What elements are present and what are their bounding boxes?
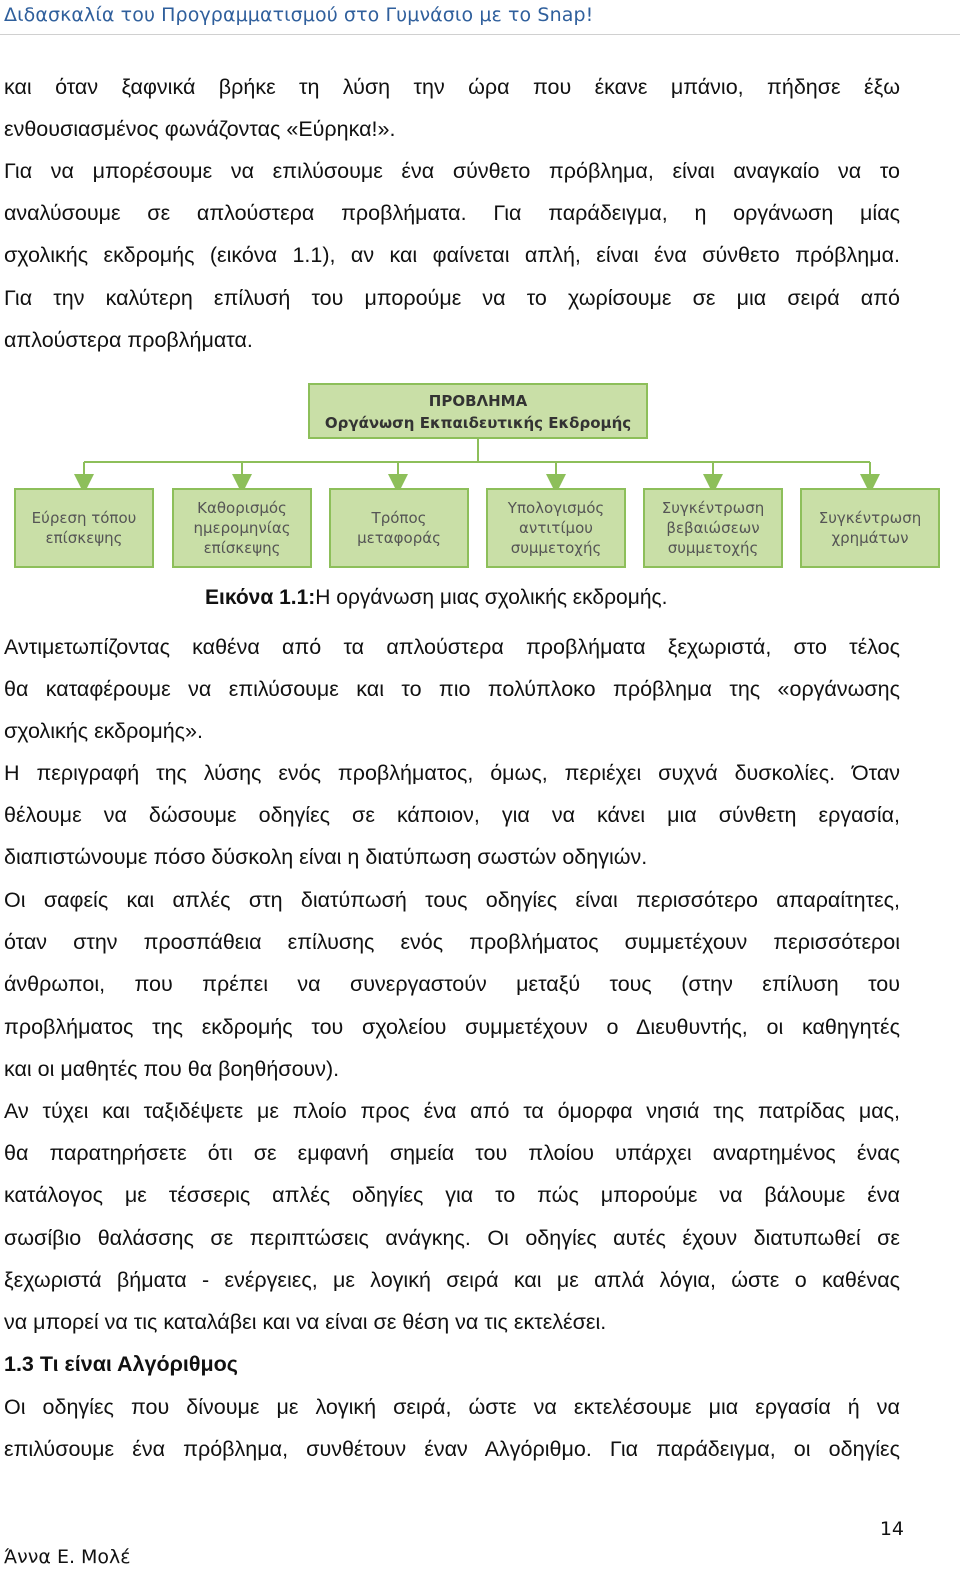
text-line: να μπορεί να τις καταλάβει και να είναι σε θέση να τις εκτελέσει. bbox=[4, 1310, 607, 1335]
box-line: βεβαιώσεων bbox=[666, 519, 760, 537]
paragraph-3 bbox=[4, 626, 900, 753]
box-line: αντιτίμου bbox=[519, 519, 593, 537]
footer-author: Άννα Ε. Μολέ bbox=[4, 1546, 131, 1568]
text-line: θα καταφέρουμε να επιλύσουμε και το πιο πολύπλοκο πρόβλημα της «οργάνωσης bbox=[4, 677, 900, 702]
text-line: απλούστερα προβλήματα. bbox=[4, 327, 253, 352]
text-line: θέλουμε να δώσουμε οδηγίες σε κάποιον, για να κάνει μια σύνθετη εργασία, bbox=[4, 803, 900, 828]
problem-decomposition-diagram bbox=[0, 380, 960, 580]
root-subtitle: Οργάνωση Εκπαιδευτικής Εκδρομής bbox=[324, 414, 632, 432]
box-line: Καθορισμός bbox=[197, 499, 287, 517]
text-line: διαπιστώνουμε πόσο δύσκολη είναι η διατύπωση σωστών οδηγιών. bbox=[4, 845, 648, 870]
root-problem-box bbox=[308, 383, 648, 439]
text-line: ενθουσιασμένος φωνάζοντας «Εύρηκα!». bbox=[4, 117, 396, 142]
paragraph-6 bbox=[4, 1090, 900, 1343]
caption-text: Η οργάνωση μιας σχολικής εκδρομής. bbox=[315, 586, 668, 609]
text-line: κατάλογος με τέσσερις απλές οδηγίες για το πώς μπορούμε να βάλουμε ένα bbox=[4, 1183, 900, 1208]
caption-label: Εικόνα 1.1: bbox=[205, 586, 316, 609]
subproblem-box bbox=[172, 488, 312, 568]
text-line: και οι μαθητές που θα βοηθήσουν). bbox=[4, 1056, 340, 1081]
subproblem-box bbox=[800, 488, 940, 568]
header-divider bbox=[0, 34, 960, 35]
box-line: Συγκέντρωση bbox=[818, 509, 922, 527]
subproblem-box bbox=[14, 488, 154, 568]
paragraph-7 bbox=[4, 1386, 900, 1470]
box-line: χρημάτων bbox=[831, 529, 909, 547]
box-line: συμμετοχής bbox=[510, 539, 602, 557]
box-line: Συγκέντρωση bbox=[661, 499, 765, 517]
text-line: προβλήματος της εκδρομής του σχολείου συμμετέχουν ο Διευθυντής, οι καθηγητές bbox=[4, 1014, 900, 1039]
text-line: άνθρωποι, που πρέπει να συνεργαστούν μεταξύ τους (στην επίλυση του bbox=[4, 972, 900, 997]
text-line: Οι οδηγίες που δίνουμε με λογική σειρά, ώστε να εκτελέσουμε μια εργασία ή να bbox=[4, 1395, 900, 1419]
box-line: μεταφοράς bbox=[357, 529, 441, 547]
text-line: επιλύσουμε ένα πρόβλημα, συνθέτουν έναν Αλγόριθμο. Για παράδειγμα, οι οδηγίες bbox=[4, 1437, 900, 1462]
text-line: αναλύσουμε σε απλούστερα προβλήματα. Για παράδειγμα, η οργάνωση μίας bbox=[4, 201, 900, 226]
box-line: Υπολογισμός bbox=[507, 499, 605, 517]
paragraph-2 bbox=[4, 150, 900, 361]
section-heading: 1.3 Τι είναι Αλγόριθμος bbox=[4, 1352, 238, 1376]
paragraph-1 bbox=[4, 66, 900, 150]
paragraph-4 bbox=[4, 752, 900, 879]
subproblem-box bbox=[486, 488, 626, 568]
text-line: ξεχωριστά βήματα - ενέργειες, με λογική σειρά και με απλά λόγια, ώστε ο καθένας bbox=[4, 1267, 900, 1292]
text-line: σχολικής εκδρομής (εικόνα 1.1), αν και φαίνεται απλή, είναι ένα σύνθετο πρόβλημα. bbox=[4, 243, 900, 268]
text-line: σωσίβιο θαλάσσης σε περιπτώσεις ανάγκης. Οι οδηγίες αυτές έχουν διατυπωθεί σε bbox=[4, 1225, 900, 1250]
page-header: Διδασκαλία του Προγραμματισμού στο Γυμνάσιο με το Snap! bbox=[4, 4, 594, 26]
text-line: Οι σαφείς και απλές στη διατύπωσή τους οδηγίες είναι περισσότερο απαραίτητες, bbox=[4, 888, 900, 912]
box-line: ημερομηνίας bbox=[193, 519, 291, 537]
root-title: ΠΡΟΒΛΗΜΑ bbox=[428, 392, 528, 410]
box-line: Τρόπος bbox=[371, 509, 427, 527]
box-line: Εύρεση τόπου bbox=[31, 509, 137, 527]
box-line: επίσκεψης bbox=[203, 539, 281, 557]
text-line: Αν τύχει και ταξιδέψετε με πλοίο προς ένα από τα όμορφα νησιά της πατρίδας μας, bbox=[4, 1099, 900, 1123]
text-line: θα παρατηρήσετε ότι σε εμφανή σημεία του πλοίου υπάρχει αναρτημένος ένας bbox=[4, 1141, 900, 1166]
page-number: 14 bbox=[879, 1518, 904, 1540]
text-line: Αντιμετωπίζοντας καθένα από τα απλούστερα προβλήματα ξεχωριστά, στο τέλος bbox=[4, 635, 900, 659]
subproblem-box bbox=[329, 488, 469, 568]
text-line: και όταν ξαφνικά βρήκε τη λύση την ώρα που έκανε μπάνιο, πήδησε έξω bbox=[4, 75, 900, 99]
text-line: σχολικής εκδρομής». bbox=[4, 719, 203, 744]
box-line: συμμετοχής bbox=[667, 539, 759, 557]
subproblem-box bbox=[643, 488, 783, 568]
figure-caption bbox=[205, 586, 667, 610]
text-line: Για την καλύτερη επίλυσή του μπορούμε να το χωρίσουμε σε μια σειρά από bbox=[4, 285, 900, 310]
box-line: επίσκεψης bbox=[45, 529, 123, 547]
text-line: Για να μπορέσουμε να επιλύσουμε ένα σύνθετο πρόβλημα, είναι αναγκαίο να το bbox=[4, 159, 900, 183]
text-line: Η περιγραφή της λύσης ενός προβλήματος, όμως, περιέχει συχνά δυσκολίες. Όταν bbox=[4, 761, 900, 785]
paragraph-5 bbox=[4, 879, 900, 1090]
text-line: όταν στην προσπάθεια επίλυσης ενός προβλήματος συμμετέχουν περισσότεροι bbox=[4, 930, 900, 955]
